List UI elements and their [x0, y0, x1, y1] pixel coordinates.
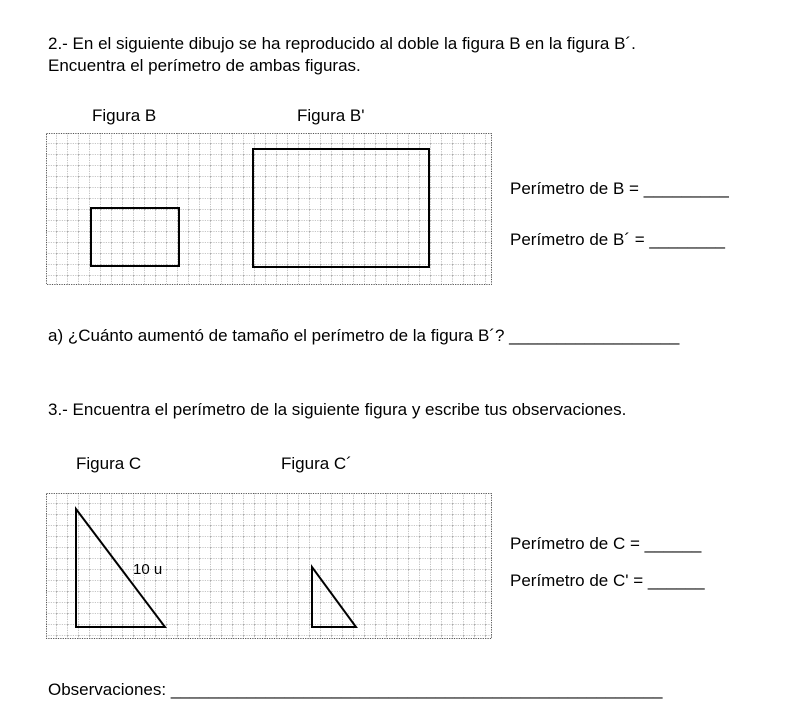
grid-q2: [46, 133, 492, 285]
figure-c-label: Figura C: [76, 454, 142, 473]
q3-instruction: 3.- Encuentra el perímetro de la siguiente figura y escribe tus observaciones.: [48, 400, 627, 419]
question-a: a) ¿Cuánto aumentó de tamaño el perímetro de la figura B´? __________________: [48, 326, 680, 345]
perimeter-b-field: Perímetro de B = _________: [510, 179, 729, 198]
hypotenuse-label: 10 u: [133, 561, 163, 578]
figure-b2-label: Figura B': [297, 106, 365, 125]
figure-c2-label: Figura C´: [281, 454, 352, 473]
grid-q3: [46, 493, 492, 639]
perimeter-b2-field: Perímetro de B´ = ________: [510, 230, 725, 249]
figure-b-label: Figura B: [92, 106, 157, 125]
q2-instruction-line1: 2.- En el siguiente dibujo se ha reproducido al doble la figura B en la figura B´.: [48, 34, 636, 53]
observations-field: Observaciones: ____________________________________________________: [48, 680, 663, 699]
q2-instruction-line2: Encuentra el perímetro de ambas figuras.: [48, 56, 361, 75]
perimeter-c-field: Perímetro de C = ______: [510, 534, 702, 553]
perimeter-c2-field: Perímetro de C' = ______: [510, 571, 705, 590]
